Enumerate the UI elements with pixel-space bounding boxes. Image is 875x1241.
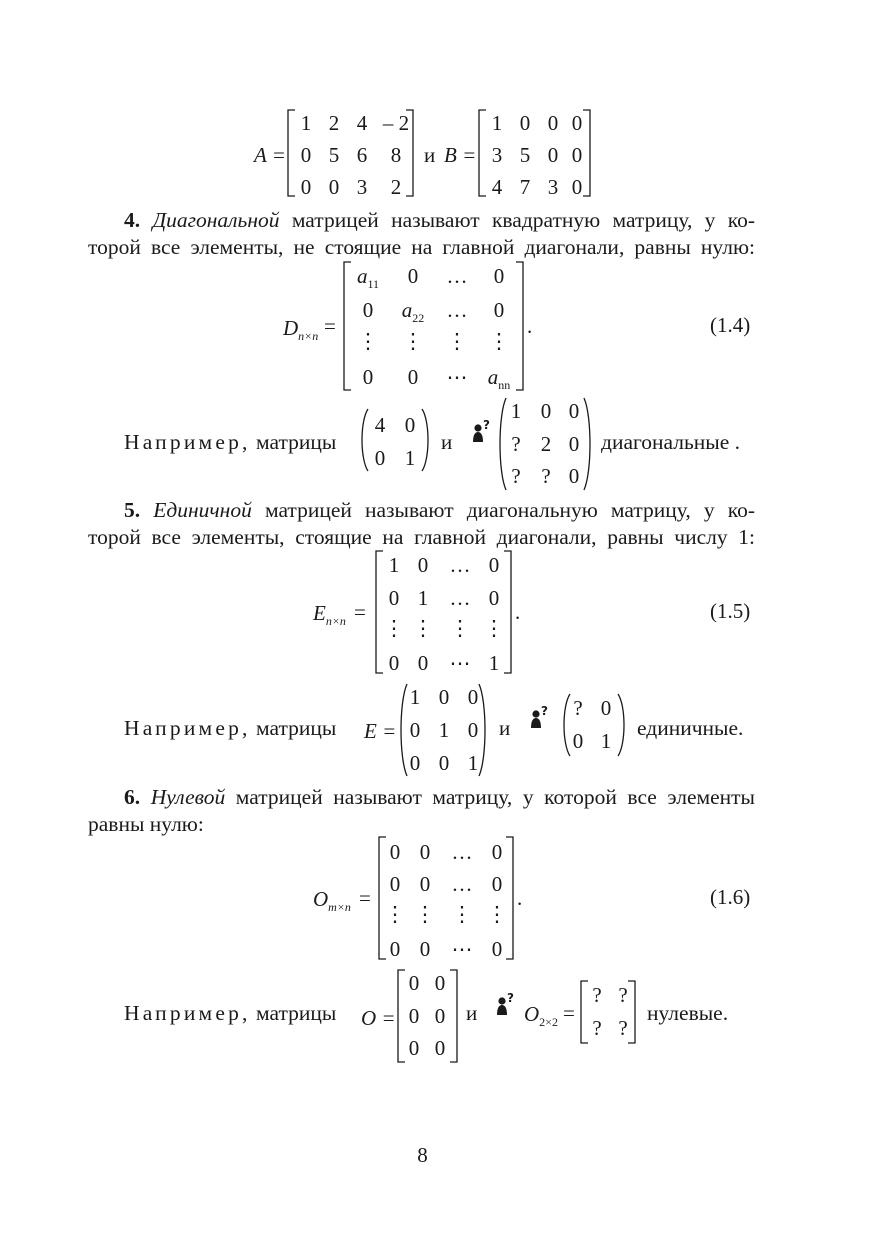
example-line: Например, матрицы <box>124 430 337 454</box>
matrix-cell: 0 <box>328 175 340 199</box>
matrix-cell: ⋮ <box>383 616 405 640</box>
matrix-cell: 0 <box>547 143 559 167</box>
matrix-cell: 0 <box>434 971 446 995</box>
equation-number: (1.5) <box>710 599 751 623</box>
bracket-right <box>405 110 415 198</box>
section-6-definition <box>88 784 755 838</box>
matrix-cell: ? <box>511 432 521 456</box>
matrix-cell: 0 <box>434 1036 446 1060</box>
equals-sign: = <box>354 600 366 624</box>
matrix-cell: 1 <box>600 729 612 753</box>
example-line: Например, матрицы <box>124 716 337 740</box>
matrix-cell: 1 <box>409 685 421 709</box>
matrix-cell: ⋮ <box>412 616 434 640</box>
matrix-cell: 0 <box>491 937 503 961</box>
matrix-cell: ? <box>541 464 551 488</box>
definition-text: матрицей называют квадратную матрицу, у ко- <box>291 208 756 232</box>
matrix-cell: 0 <box>408 1036 420 1060</box>
period: . <box>517 886 523 910</box>
matrix-cell: 4 <box>374 413 386 437</box>
bracket-right <box>582 110 592 198</box>
matrix-cell: 0 <box>493 264 505 288</box>
matrix-cell: ⋮ <box>488 329 510 353</box>
matrix-cell: ? <box>573 696 583 720</box>
matrix-cell: 4 <box>356 111 368 135</box>
matrix-cell: 0 <box>493 298 505 322</box>
matrix-cell: 2 <box>328 111 340 135</box>
section-number: 6. <box>124 785 141 809</box>
matrix-cell: 0 <box>389 840 401 864</box>
matrix-cell: 0 <box>388 586 400 610</box>
matrix-cell: ⋯ <box>446 365 468 389</box>
matrix-cell: 0 <box>389 872 401 896</box>
matrix-cell: ⋯ <box>449 651 471 675</box>
matrix-cell: 0 <box>568 399 580 423</box>
matrix-cell: 0 <box>571 143 583 167</box>
matrix-cell: 1 <box>488 651 500 675</box>
matrix-cell: $a_{22}$ <box>401 298 425 325</box>
matrix-cell: 0 <box>389 937 401 961</box>
svg-text:?: ? <box>541 706 548 718</box>
matrix-cell: ⋮ <box>483 616 505 640</box>
definition-text: матрицей называют диагональную матрицу, у ко- <box>264 498 756 522</box>
matrix-cell: ⋮ <box>402 329 424 353</box>
section-5-definition <box>88 497 755 551</box>
matrix-cell: 0 <box>419 840 431 864</box>
matrix-cell: 0 <box>417 651 429 675</box>
page-number: 8 <box>417 1143 428 1167</box>
matrix-cell: ? <box>618 983 628 1007</box>
matrix-cell: 3 <box>547 175 559 199</box>
matrix-cell: 0 <box>388 651 400 675</box>
svg-text:?: ? <box>507 993 514 1005</box>
matrix-cell: 2 <box>540 432 552 456</box>
matrix-cell: 0 <box>300 175 312 199</box>
matrix-cell: 1 <box>300 111 312 135</box>
matrix-cell: … <box>449 553 471 577</box>
paren-right <box>582 398 594 492</box>
matrix-cell: 0 <box>540 399 552 423</box>
matrix-cell: 0 <box>419 937 431 961</box>
matrix-cell: ? <box>592 1016 602 1040</box>
section-number: 4. <box>124 208 141 232</box>
matrix-cell: ⋮ <box>486 902 508 926</box>
section-4-definition <box>88 207 755 261</box>
matrix-cell: 0 <box>438 685 450 709</box>
matrix-cell: ⋮ <box>449 616 471 640</box>
defined-term: Диагональной <box>152 208 280 232</box>
equation-number: (1.6) <box>710 885 751 909</box>
matrix-cell: 0 <box>547 111 559 135</box>
matrix-cell: 0 <box>408 1004 420 1028</box>
conjunction: и <box>466 1001 478 1025</box>
paren-right <box>420 409 432 473</box>
matrix-cell: 0 <box>404 413 416 437</box>
matrix-cell: ? <box>592 983 602 1007</box>
matrix-cell: 5 <box>519 143 531 167</box>
matrix-cell: 0 <box>300 143 312 167</box>
matrix-o2-label: $O_{2\times 2}$ <box>524 1002 558 1029</box>
conjunction: и <box>499 716 511 740</box>
matrix-cell: 0 <box>417 553 429 577</box>
bracket-right <box>627 981 637 1045</box>
matrix-cell: 6 <box>356 143 368 167</box>
matrix-cell: ? <box>618 1016 628 1040</box>
matrix-cell: 0 <box>374 446 386 470</box>
example-tail: единичные. <box>637 716 744 740</box>
matrix-cell: $a_{11}$ <box>356 264 380 291</box>
bracket-right <box>515 262 525 392</box>
matrix-cell: – 2 <box>382 111 410 135</box>
definition-text: торой все элементы, стоящие на главной диагонали, равны числу 1: <box>88 525 755 549</box>
matrix-cell: 5 <box>328 143 340 167</box>
matrix-cell: … <box>451 872 473 896</box>
matrix-cell: … <box>446 298 468 322</box>
matrix-cell: 0 <box>434 1004 446 1028</box>
matrix-cell: 0 <box>409 718 421 742</box>
bracket-right <box>505 837 515 961</box>
matrix-cell: 0 <box>488 586 500 610</box>
matrix-cell: 0 <box>491 872 503 896</box>
defined-term: Единичной <box>153 498 252 522</box>
section-number: 5. <box>124 498 141 522</box>
matrix-cell: 0 <box>407 365 419 389</box>
matrix-cell: ⋮ <box>414 902 436 926</box>
matrix-cell: ⋮ <box>384 902 406 926</box>
matrix-cell: 7 <box>519 175 531 199</box>
thinking-person-icon <box>470 420 492 444</box>
matrix-cell: 0 <box>491 840 503 864</box>
matrix-a-label: A = <box>254 143 286 167</box>
matrix-b-label: B = <box>444 143 477 167</box>
defined-term: Нулевой <box>150 785 226 809</box>
matrix-e-label: E = <box>364 719 397 743</box>
matrix-cell: 0 <box>362 298 374 322</box>
paren-right <box>616 694 628 758</box>
matrix-cell: 4 <box>491 175 503 199</box>
bracket-right <box>503 551 513 675</box>
matrix-cell: 0 <box>572 729 584 753</box>
example-tail: диагональные . <box>601 430 741 454</box>
matrix-cell: ⋮ <box>357 329 379 353</box>
matrix-cell: 0 <box>467 718 479 742</box>
thinking-person-icon <box>528 706 550 730</box>
equals-sign: = <box>359 886 371 910</box>
matrix-cell: ? <box>511 464 521 488</box>
matrix-cell: 8 <box>390 143 402 167</box>
matrix-cell: … <box>449 586 471 610</box>
matrix-cell: 1 <box>404 446 416 470</box>
equation-label: $E_{n\times n}$ <box>313 601 346 628</box>
matrix-cell: 2 <box>390 175 402 199</box>
definition-text: торой все элементы, не стоящие на главной диагонали, равны нулю: <box>88 235 755 259</box>
thinking-person-icon <box>494 993 516 1017</box>
matrix-cell: 1 <box>388 553 400 577</box>
definition-text: равны нулю: <box>88 812 204 836</box>
matrix-cell: 0 <box>571 175 583 199</box>
matrix-cell: 1 <box>417 586 429 610</box>
matrix-cell: 0 <box>438 751 450 775</box>
svg-text:?: ? <box>483 420 490 432</box>
definition-text: матрицей называют матрицу, у которой все элементы <box>235 785 755 809</box>
conjunction: и <box>424 143 436 167</box>
matrix-cell: 0 <box>467 685 479 709</box>
example-tail: нулевые. <box>647 1001 729 1025</box>
matrix-cell: 0 <box>488 553 500 577</box>
matrix-o-label: O = <box>361 1006 396 1030</box>
matrix-cell: $a_{nn}$ <box>487 365 511 392</box>
matrix-cell: 0 <box>408 971 420 995</box>
matrix-cell: 1 <box>438 718 450 742</box>
matrix-cell: 0 <box>409 751 421 775</box>
paren-right <box>477 684 489 778</box>
equation-label: $O_{m\times n}$ <box>313 887 351 914</box>
matrix-cell: … <box>446 264 468 288</box>
matrix-cell: 0 <box>419 872 431 896</box>
equals-sign: = <box>324 314 336 338</box>
equals-sign: = <box>563 1001 575 1025</box>
matrix-cell: 3 <box>356 175 368 199</box>
matrix-cell: 0 <box>600 696 612 720</box>
matrix-cell: 1 <box>467 751 479 775</box>
period: . <box>515 600 521 624</box>
matrix-cell: 3 <box>491 143 503 167</box>
matrix-cell: 0 <box>568 464 580 488</box>
example-line: Например, матрицы <box>124 1001 337 1025</box>
conjunction: и <box>441 430 453 454</box>
matrix-cell: 0 <box>519 111 531 135</box>
period: . <box>527 314 533 338</box>
matrix-cell: … <box>451 840 473 864</box>
matrix-cell: 0 <box>362 365 374 389</box>
matrix-cell: 0 <box>571 111 583 135</box>
matrix-cell: ⋮ <box>446 329 468 353</box>
matrix-cell: 1 <box>510 399 522 423</box>
matrix-cell: 0 <box>568 432 580 456</box>
equation-label: $D_{n\times n}$ <box>283 316 319 343</box>
bracket-right <box>449 970 459 1064</box>
matrix-cell: 0 <box>407 264 419 288</box>
matrix-cell: 1 <box>491 111 503 135</box>
matrix-cell: ⋯ <box>451 937 473 961</box>
equation-number: (1.4) <box>710 313 751 337</box>
matrix-cell: ⋮ <box>451 902 473 926</box>
